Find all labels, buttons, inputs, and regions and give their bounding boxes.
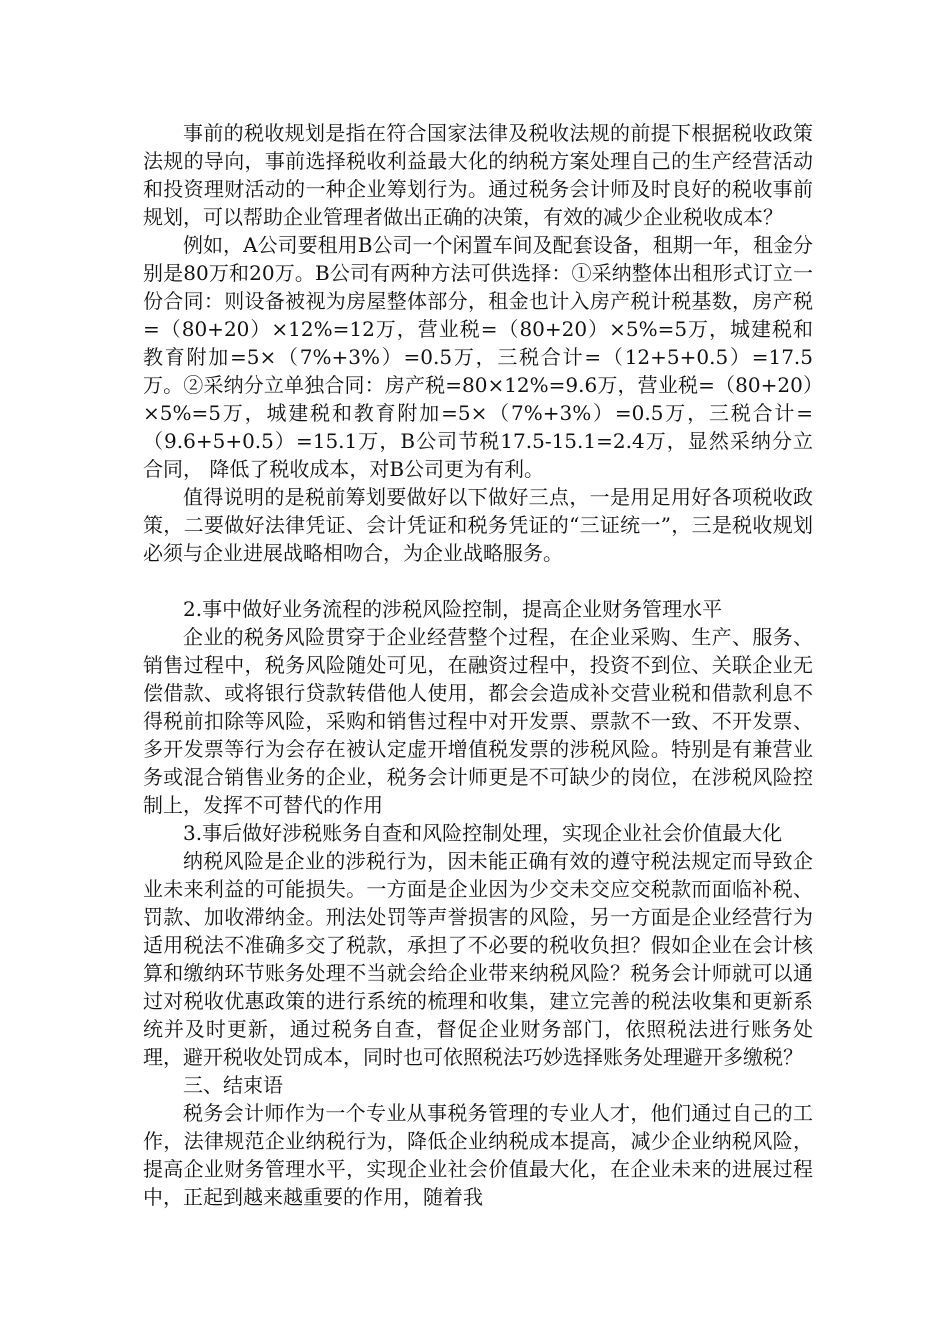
paragraph-pre-tax-planning: 事前的税收规划是指在符合国家法律及税收法规的前提下根据税收政策法规的导向，事前选择税收利益最大化的纳税方案处理自己的生产经营活动和投资理财活动的一种企业筹划行为。通过税务会计师及时良好的税收事前规划，可以帮助企业管理者做出正确的决策，有效的减少企业税收成本？ xyxy=(143,121,813,229)
paragraph-spacer xyxy=(143,567,813,595)
heading-section-3: 3.事后做好涉税账务自查和风险控制处理，实现企业社会价值最大化 xyxy=(183,821,783,845)
paragraph-tax-risk-definition: 纳税风险是企业的涉税行为，因未能正确有效的遵守税法规定而导致企业未来利益的可能损失。一方面是企业因为少交未交应交税款而面临补税、罚款、加收滞纳金。刑法处罚等声誉损害的风险，另一方面是企业经营行为适用税法不准确多交了税款，承担了不必要的税收负担？假如企业在会计核算和缴纳环节账务处理不当就会给企业带来纳税风险？税务会计师就可以通过对税收优惠政策的进行系统的梳理和收集，建立完善的税法收集和更新系统并及时更新，通过税务自查，督促企业财务部门，依照税法进行账务处理，避开税收处罚成本，同时也可依照税法巧妙选择账务处理避开多缴税？ xyxy=(143,849,813,1069)
heading-section-2: 2.事中做好业务流程的涉税风险控制，提高企业财务管理水平 xyxy=(183,597,723,621)
paragraph-tax-risk: 企业的税务风险贯穿于企业经营整个过程，在企业采购、生产、服务、销售过程中，税务风险随处可见，在融资过程中，投资不到位、关联企业无偿借款、或将银行贷款转借他人使用，都会会造成补交营业税和借款利息不得税前扣除等风险，采购和销售过程中对开发票、票款不一致、不开发票、多开发票等行为会存在被认定虚开增值税发票的涉税风险。特别是有兼营业务或混合销售业务的企业，税务会计师更是不可缺少的岗位，在涉税风险控制上，发挥不可替代的作用 xyxy=(143,625,813,817)
heading-conclusion: 三、结束语 xyxy=(183,1073,283,1097)
paragraph-conclusion: 税务会计师作为一个专业从事税务管理的专业人才，他们通过自己的工作，法律规范企业纳税行为，降低企业纳税成本提高，减少企业纳税风险，提高企业财务管理水平，实现企业社会价值最大化，在企业未来的进展过程中，正起到越来越重要的作用，随着我 xyxy=(143,1101,813,1209)
paragraph-three-points: 值得说明的是税前筹划要做好以下做好三点，一是用足用好各项税收政策，二要做好法律凭证、会计凭证和税务凭证的“三证统一”，三是税收规划必须与企业进展战略相吻合，为企业战略服务。 xyxy=(143,485,813,565)
document-body xyxy=(143,119,813,1211)
paragraph-example: 例如，A公司要租用B公司一个闲置车间及配套设备，租期一年，租金分别是80万和20万。B公司有两种方法可供选择：①采纳整体出租形式订立一份合同：则设备被视为房屋整体部分，租金也计入房产税计税基数，房产税=（80+20）×12%=12万，营业税=（80+20）×5%=5万，城建税和教育附加=5×（7%+3%）=0.5万，三税合计=（12+5+0.5）=17.5万。②采纳分立单独合同：房产税=80×12%=9.6万，营业税=（80+20）×5%=5万，城建税和教育附加=5×（7%+3%）=0.5万，三税合计=（9.6+5+0.5）=15.1万，B公司节税17.5-15.1=2.4万，显然采纳分立合同， 降低了税收成本，对B公司更为有利。 xyxy=(143,233,813,481)
